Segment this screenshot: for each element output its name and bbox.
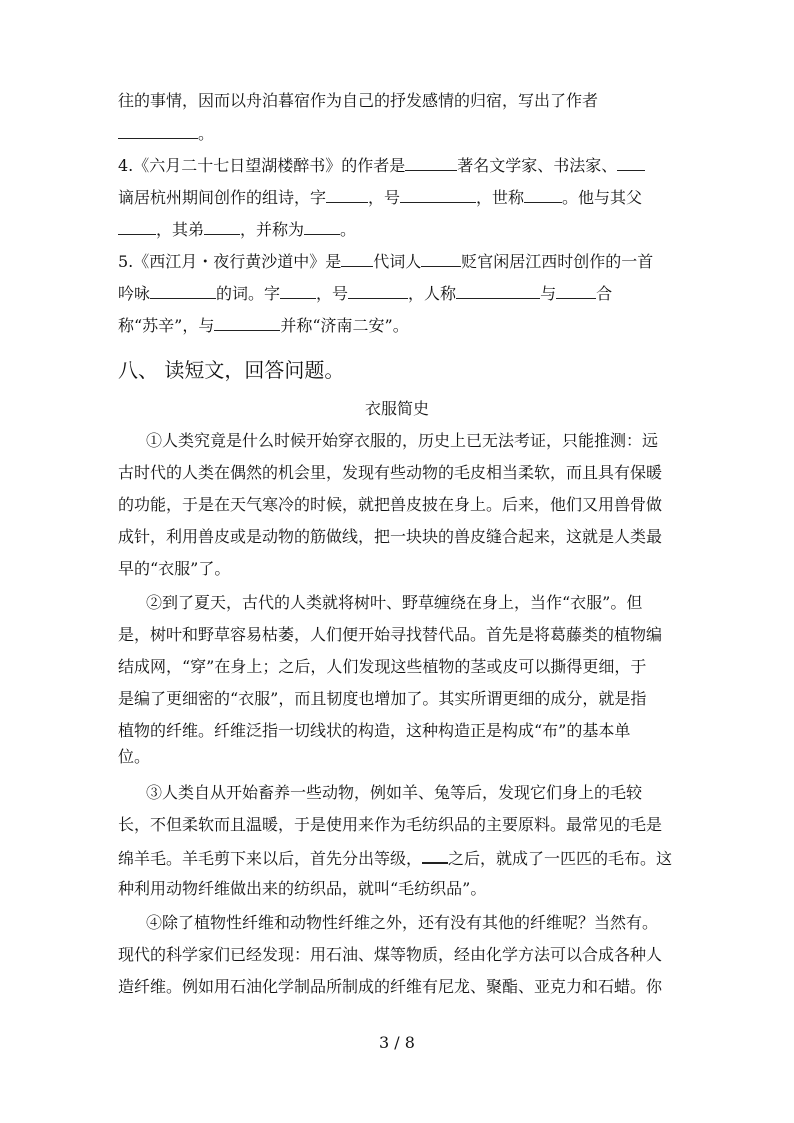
passage-line: 是编了更细密的“衣服”，而且韧度也增加了。其实所谓更细的成分，就是指	[118, 689, 647, 708]
passage-line: 造纤维。例如用石油化学制品所制成的纤维有尼龙、聚酯、亚克力和石蜡。你	[118, 977, 663, 996]
question-4-line-1: 4.《六月二十七日望湖楼醉书》的作者是 著名文学家、书法家、	[118, 154, 678, 177]
passage-line: 位。	[118, 747, 151, 766]
passage-line: 现代的科学家们已经发现：用石油、煤等物质，经由化学方法可以合成各种人	[118, 945, 663, 964]
passage-line: 古时代的人类在偶然的机会里，发现有些动物的毛皮相当柔软，而且具有保暖	[118, 463, 663, 482]
passage-line-with-blank: 绵羊毛。羊毛剪下来以后，首先分出等级， 之后，就成了一匹匹的毛布。这	[118, 846, 678, 870]
answer-blank[interactable]	[326, 186, 368, 203]
answer-blank[interactable]	[456, 282, 540, 299]
section-heading: 八、 读短文，回答问题。	[118, 358, 345, 382]
question-4-line-3: ，其弟 ，并称为 。	[118, 218, 678, 241]
answer-blank[interactable]	[280, 282, 316, 299]
answer-blank[interactable]	[524, 186, 562, 203]
passage-line: 植物的纤维。纤维泛指一切线状的构造，这种构造正是构成“布”的基本单	[118, 721, 631, 740]
question-5-line-2: 吟咏 的词。字 ，号 ，人称 与 合	[118, 284, 613, 303]
prev-question-line: 往的事情，因而以舟泊暮宿作为自己的抒发感情的归宿，写出了作者	[118, 91, 599, 110]
page-number: 3 / 8	[379, 1033, 415, 1052]
answer-blank[interactable]	[304, 218, 340, 235]
answer-blank[interactable]	[617, 154, 645, 171]
passage-line: ④除了植物性纤维和动物性纤维之外，还有没有其他的纤维呢？当然有。	[146, 913, 659, 932]
passage-line: 种利用动物纤维做出来的纺织品，就叫“毛纺织品”。	[118, 879, 487, 898]
passage-line: 的功能，于是在天气寒冷的时候，就把兽皮披在身上。后来，他们又用兽骨做	[118, 495, 663, 514]
answer-blank[interactable]	[214, 314, 280, 331]
passage-line: 长，不但柔软而且温暖，于是使用来作为毛纺织品的主要原料。最常见的毛是	[118, 815, 663, 834]
passage-line: 结成网，“穿”在身上；之后，人们发现这些植物的茎或皮可以撕得更细，于	[118, 657, 647, 676]
question-4-line-2: 谪居杭州期间创作的组诗，字 ，号 ，世称 。他与其父	[118, 188, 643, 207]
answer-blank[interactable]	[405, 154, 457, 171]
passage-line: 是，树叶和野草容易枯萎，人们便开始寻找替代品。首先是将葛藤类的植物编	[118, 625, 663, 644]
passage-line: ②到了夏天，古代的人类就将树叶、野草缠绕在身上，当作“衣服”。但	[146, 593, 643, 612]
passage-line: 成针，利用兽皮或是动物的筋做线，把一块块的兽皮缝合起来，这就是人类最	[118, 527, 663, 546]
answer-blank[interactable]	[348, 282, 408, 299]
passage-line: 早的“衣服”了。	[118, 559, 231, 578]
answer-blank[interactable]	[204, 218, 240, 235]
answer-blank[interactable]	[150, 282, 216, 299]
passage-title: 衣服简史	[364, 399, 429, 418]
answer-blank[interactable]	[400, 186, 476, 203]
prev-question-answer-line: 。	[118, 122, 678, 145]
answer-blank[interactable]	[422, 846, 448, 864]
passage-line: ①人类究竟是什么时候开始穿衣服的，历史上已无法考证，只能推测：远	[146, 431, 659, 450]
passage-line: ③人类自从开始畜养一些动物，例如羊、兔等后，发现它们身上的毛较	[146, 783, 643, 802]
answer-blank[interactable]	[341, 250, 373, 267]
answer-blank[interactable]	[556, 282, 596, 299]
question-5-line-3: 称“苏辛”，与 并称“济南二安”。	[118, 316, 409, 335]
answer-blank[interactable]	[421, 250, 461, 267]
answer-blank[interactable]	[118, 218, 156, 235]
question-5-line-1: 5.《西江月・夜行黄沙道中》是 代词人 贬官闲居江西时创作的一首	[118, 252, 654, 271]
answer-blank[interactable]	[118, 122, 198, 139]
